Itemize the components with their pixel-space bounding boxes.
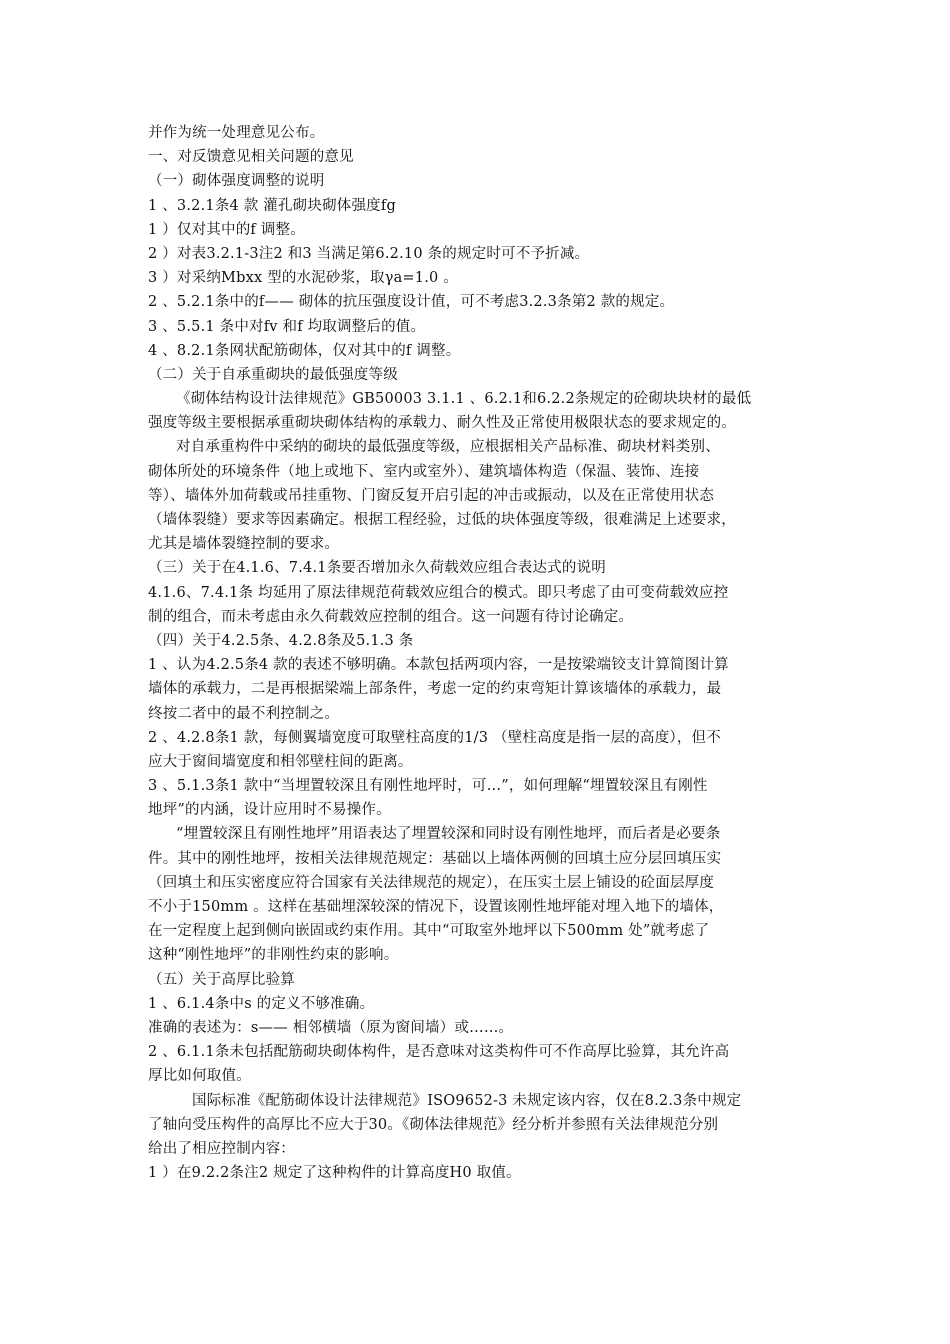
text-line: 1 、3.2.1条4 款 灌孔砌块砌体强度fg	[148, 197, 396, 214]
text-line: 强度等级主要根据承重砌块砌体结构的承载力、耐久性及正常使用极限状态的要求规定的。	[148, 415, 736, 432]
text-line: 对自承重构件中采纳的砌块的最低强度等级，应根据相关产品标准、砌块材料类别、	[176, 439, 720, 456]
text-line: “埋置较深且有刚性地坪”用语表达了埋置较深和同时设有刚性地坪，而后者是必要条	[176, 826, 721, 843]
text-line: 这种“刚性地坪”的非刚性约束的影响。	[148, 947, 399, 964]
text-line: 国际标准《配筋砌体设计法律规范》ISO9652-3 未规定该内容，仅在8.2.3条中规定	[192, 1092, 742, 1109]
text-line: 3 、5.5.1 条中对fv 和f 均取调整后的值。	[148, 318, 426, 335]
text-line: 给出了相应控制内容：	[148, 1140, 295, 1157]
text-line: 了轴向受压构件的高厚比不应大于30。《砌体法律规范》经分析并参照有关法律规范分别	[148, 1116, 719, 1133]
text-line: 在一定程度上起到侧向嵌固或约束作用。其中“可取室外地坪以下500mm 处”就考虑了	[148, 923, 710, 940]
text-line: 厚比如何取值。	[148, 1068, 251, 1085]
text-line: 不小于150mm 。这样在基础埋深较深的情况下，设置该刚性地坪能对埋入地下的墙体，	[148, 899, 724, 915]
text-line: （一）砌体强度调整的说明	[148, 173, 325, 190]
text-line: （二）关于自承重砌块的最低强度等级	[148, 366, 398, 383]
text-line: 件。其中的刚性地坪，按相关法律规范规定：基础以上墙体两侧的回填土应分层回填压实	[148, 850, 722, 867]
text-line: 终按二者中的最不利控制之。	[148, 705, 340, 722]
text-line: 1 ）在9.2.2条注2 规定了这种构件的计算高度H0 取值。	[148, 1165, 521, 1182]
text-line: 地坪”的内涵，设计应用时不易操作。	[148, 802, 391, 819]
text-line: 等）、墙体外加荷载或吊挂重物、门窗反复开启引起的冲击或振动，以及在正常使用状态	[148, 487, 715, 504]
text-line: 2 ）对表3.2.1-3注2 和3 当满足第6.2.10 条的规定时可不予折减。	[148, 245, 590, 262]
text-line: 并作为统一处理意见公布。	[148, 125, 325, 141]
text-line: 制的组合，而未考虑由永久荷载效应控制的组合。这一问题有待讨论确定。	[148, 608, 634, 625]
text-line: 2 、4.2.8条1 款，每侧翼墙宽度可取壁柱高度的1/3 （壁柱高度是指一层的高度），但不	[148, 729, 721, 746]
text-line: 2 、6.1.1条未包括配筋砌块砌体构件，是否意味对这类构件可不作高厚比验算，其允许高	[148, 1044, 730, 1061]
text-line: （四）关于4.2.5条、4.2.8条及5.1.3 条	[148, 632, 414, 649]
text-line: （回填土和压实密度应符合国家有关法律规范的规定），在压实土层上铺设的砼面层厚度	[148, 874, 715, 891]
text-line: 2 、5.2.1条中的f—— 砌体的抗压强度设计值，可不考虑3.2.3条第2 款的规定。	[148, 294, 675, 311]
text-line: 4.1.6、7.4.1条 均延用了原法律规范荷载效应组合的模式。即只考虑了由可变荷载效应控	[148, 584, 729, 601]
text-line: 1 、认为4.2.5条4 款的表述不够明确。本款包括两项内容，一是按梁端铰支计算简图计算	[148, 657, 729, 674]
text-line: 《砌体结构设计法律规范》GB50003 3.1.1 、6.2.1和6.2.2条规定的砼砌块块材的最低	[176, 391, 752, 408]
text-line: 3 ）对采纳Mbxx 型的水泥砂浆，取γa=1.0 。	[148, 270, 458, 287]
text-line: 准确的表述为：s—— 相邻横墙（原为窗间墙）或……。	[148, 1019, 514, 1036]
text-line: （五）关于高厚比验算	[148, 971, 295, 988]
document-page	[148, 121, 818, 1185]
text-line: （墙体裂缝）要求等因素确定。根据工程经验，过低的块体强度等级，很难满足上述要求，	[148, 512, 736, 528]
text-line: 1 、6.1.4条中s 的定义不够准确。	[148, 995, 375, 1012]
text-line: 3 、5.1.3条1 款中“当埋置较深且有刚性地坪时，可…”，如何理解“埋置较深且有刚性	[148, 778, 708, 795]
text-line: 应大于窗间墙宽度和相邻壁柱间的距离。	[148, 753, 413, 770]
text-line: 1 ）仅对其中的f 调整。	[148, 221, 305, 238]
text-line: （三）关于在4.1.6、7.4.1条要否增加永久荷载效应组合表达式的说明	[148, 560, 606, 577]
text-line: 一、对反馈意见相关问题的意见	[148, 149, 354, 166]
text-line: 墙体的承载力，二是再根据梁端上部条件，考虑一定的约束弯矩计算该墙体的承载力，最	[148, 681, 722, 698]
text-line: 尤其是墙体裂缝控制的要求。	[148, 536, 340, 553]
text-line: 4 、8.2.1条网状配筋砌体，仅对其中的f 调整。	[148, 342, 461, 359]
text-line: 砌体所处的环境条件（地上或地下、室内或室外）、建筑墙体构造（保温、装饰、连接	[148, 463, 700, 480]
